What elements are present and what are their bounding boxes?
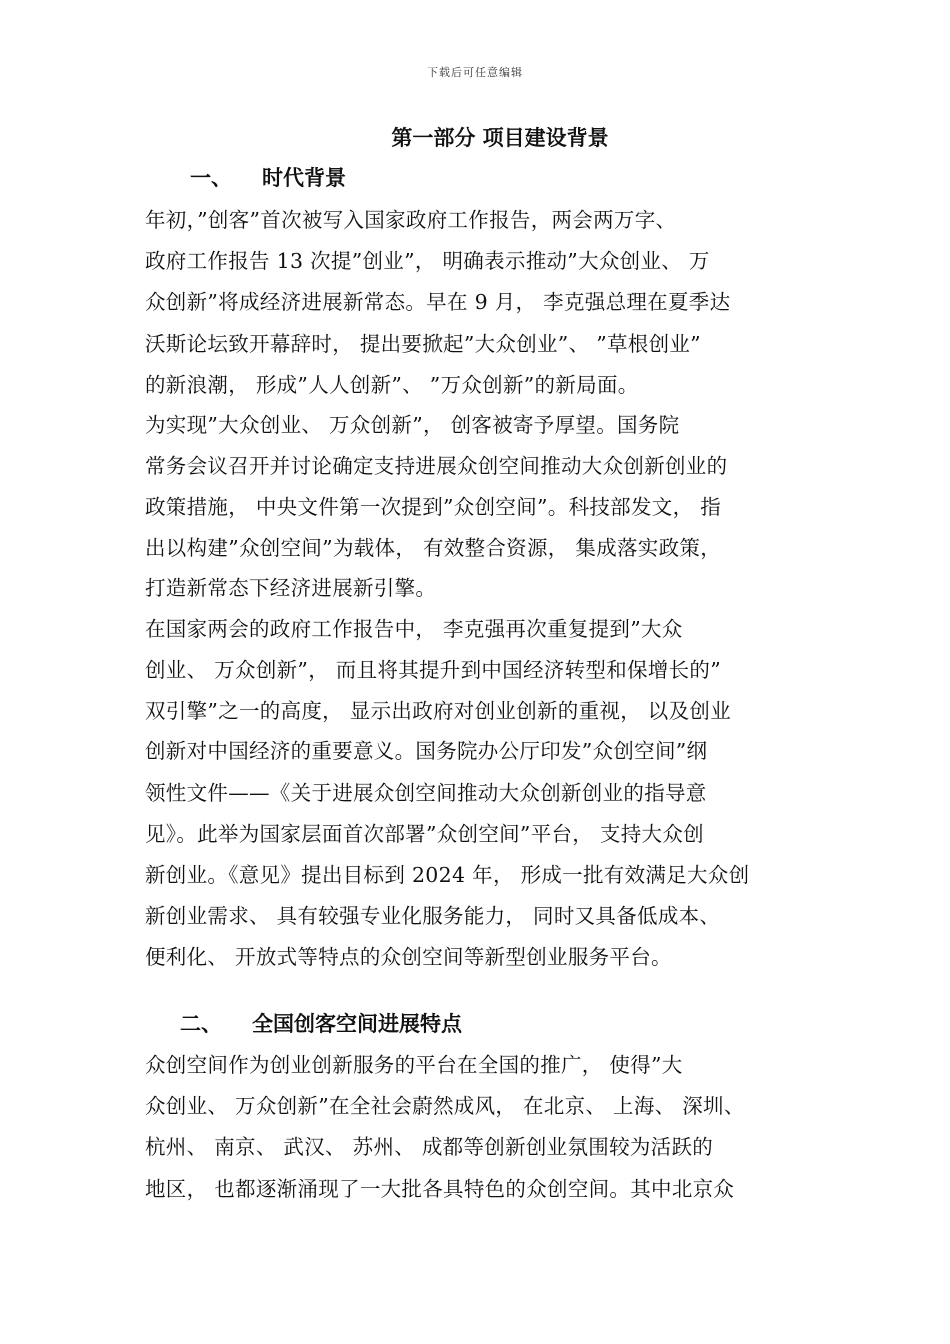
body-text-line: 领性文件——《关于进展众创空间推动大众创新创业的指导意 (145, 781, 707, 805)
body-text-line: 新创业。《意见》提出目标到 2024 年， 形成一批有效满足大众创 (145, 863, 750, 887)
body-text-line: 地区， 也都逐渐涌现了一大批各具特色的众创空间。其中北京众 (145, 1177, 735, 1201)
body-text-line: 常务会议召开并讨论确定支持进展众创空间推动大众创新创业的 (145, 454, 728, 478)
body-text-line: 众创空间作为创业创新服务的平台在全国的推广， 使得”大 (145, 1053, 683, 1077)
body-text-line: 杭州、 南京、 武汉、 苏州、 成都等创新创业氛围较为活跃的 (145, 1135, 714, 1159)
body-text-line: 的新浪潮， 形成”人人创新”、 ”万众创新”的新局面。 (145, 373, 639, 397)
section-title: 全国创客空间进展特点 (252, 1012, 462, 1036)
body-text-line: 新创业需求、 具有较强专业化服务能力， 同时又具备低成本、 (145, 904, 721, 928)
body-text-line: 打造新常态下经济进展新引擎。 (145, 576, 437, 600)
body-text-line: 出以构建”众创空间”为载体， 有效整合资源， 集成落实政策， (145, 536, 721, 560)
body-text-line: 年初，”创客”首次被写入国家政府工作报告，两会两万字、 (145, 208, 677, 232)
section-title: 时代背景 (262, 166, 346, 190)
body-text-line: 众创业、 万众创新”在全社会蔚然成风， 在北京、 上海、 深圳、 (145, 1094, 745, 1118)
body-text-line: 众创新”将成经济进展新常态。早在 9 月， 李克强总理在夏季达 (145, 290, 731, 314)
body-text-line: 双引擎”之一的高度， 显示出政府对创业创新的重视， 以及创业 (145, 699, 732, 723)
body-text-line: 创新对中国经济的重要意义。国务院办公厅印发”众创空间”纲 (145, 739, 708, 763)
body-text-line: 便利化、 开放式等特点的众创空间等新型创业服务平台。 (145, 945, 672, 969)
section-number: 一、 (190, 166, 232, 190)
body-text-line: 在国家两会的政府工作报告中， 李克强再次重复提到”大众 (145, 617, 683, 641)
body-text-line: 政策措施， 中央文件第一次提到”众创空间”。科技部发文， 指 (145, 495, 721, 519)
body-text-line: 见》。此举为国家层面首次部署”众创空间”平台， 支持大众创 (145, 822, 704, 846)
body-text-line: 沃斯论坛致开幕辞时， 提出要掀起”大众创业”、 ”草根创业” (145, 332, 701, 356)
document-title: 第一部分 项目建设背景 (391, 126, 609, 150)
body-text-line: 为实现”大众创业、 万众创新”， 创客被寄予厚望。国务院 (145, 413, 680, 437)
body-text-line: 创业、 万众创新”， 而且将其提升到中国经济转型和保增长的” (145, 658, 721, 682)
section-number: 二、 (180, 1012, 222, 1036)
section-heading-2 (180, 1008, 462, 1038)
section-heading-1 (190, 162, 346, 192)
page-header-note: 下载后可任意编辑 (427, 66, 523, 79)
body-text-line: 政府工作报告 13 次提”创业”， 明确表示推动”大众创业、 万 (145, 249, 710, 273)
